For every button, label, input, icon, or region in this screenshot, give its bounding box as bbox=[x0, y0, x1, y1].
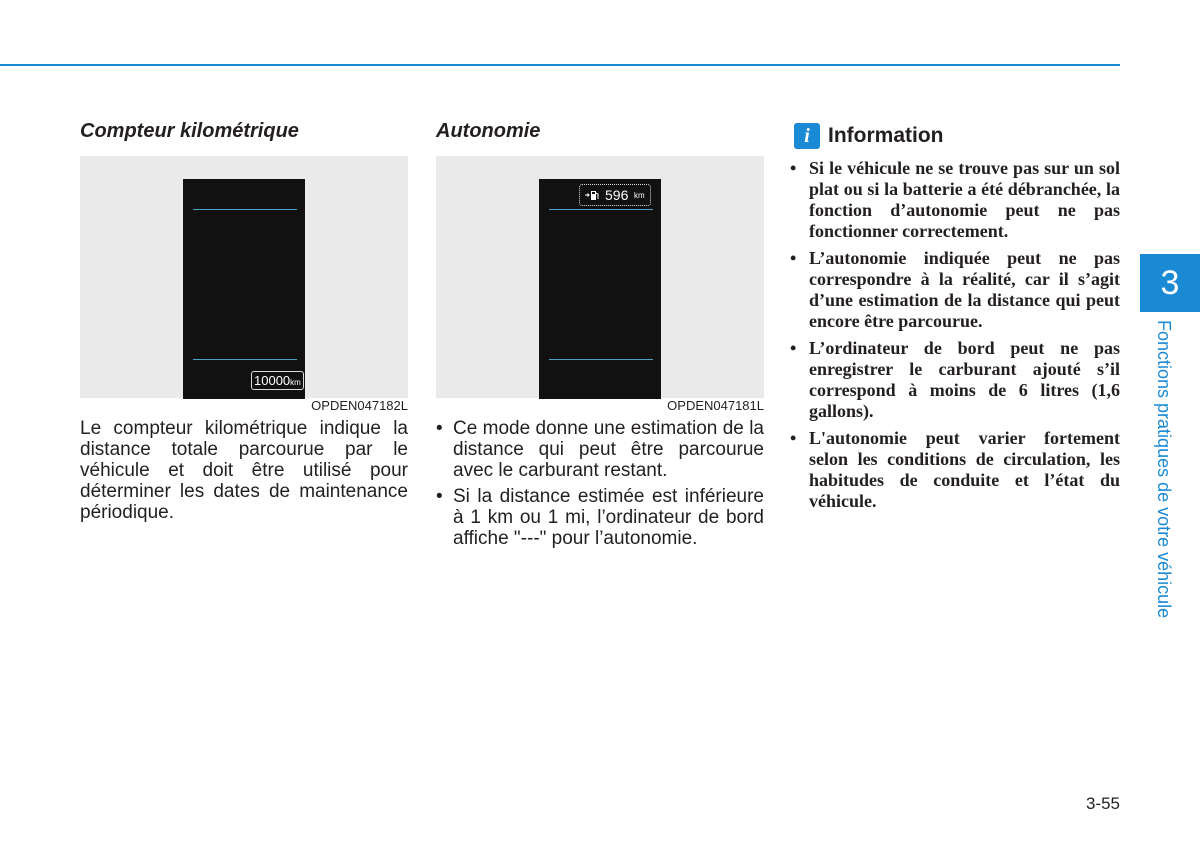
list-item: • Si la distance estimée est inférieure à 1 km ou 1 mi, l’ordinateur de bord affiche "---" pour l’autonomie. bbox=[436, 486, 764, 549]
display-divider-top bbox=[193, 209, 297, 210]
display-divider-top bbox=[549, 209, 653, 210]
info-icon: i bbox=[794, 123, 820, 149]
list-item: • L’autonomie indiquée peut ne pas correspondre à la réalité, car il s’agit d’une estimation de la distance qui peut encore être parcourue. bbox=[790, 248, 1120, 332]
information-section bbox=[790, 118, 1120, 518]
cluster-display bbox=[183, 179, 305, 399]
range-bullets bbox=[436, 418, 764, 549]
information-title: Information bbox=[828, 124, 944, 147]
display-divider-bottom bbox=[193, 359, 297, 360]
range-title: Autonomie bbox=[436, 120, 541, 142]
odometer-unit: km bbox=[290, 378, 301, 387]
odometer-figure-code: OPDEN047182L bbox=[311, 398, 408, 413]
display-divider-bottom bbox=[549, 359, 653, 360]
odometer-section bbox=[80, 118, 408, 523]
information-bullets bbox=[790, 158, 1120, 512]
list-item: • L'autonomie peut varier fortement selon les conditions de circulation, les habitudes de conduite et l’état du véhicule. bbox=[790, 428, 1120, 512]
range-value: 596 bbox=[605, 187, 629, 203]
list-item: • Si le véhicule ne se trouve pas sur un sol plat ou si la batterie a été débranchée, la fonction d’autonomie peut ne pas fonctionner correctement. bbox=[790, 158, 1120, 242]
range-readout bbox=[579, 184, 651, 206]
odometer-value: 10000 bbox=[254, 373, 291, 388]
odometer-readout bbox=[251, 371, 304, 390]
fuel-pump-icon bbox=[585, 190, 599, 200]
odometer-title: Compteur kilométrique bbox=[80, 120, 299, 142]
range-figure-code: OPDEN047181L bbox=[667, 398, 764, 413]
chapter-number-tab: 3 bbox=[1140, 254, 1200, 312]
information-header bbox=[790, 118, 1120, 154]
odometer-text: Le compteur kilométrique indique la distance totale parcourue par le véhicule et doit être utilisé pour déterminer les dates de maintenance périodique. bbox=[80, 418, 408, 523]
range-figure bbox=[436, 156, 764, 398]
chapter-title: Fonctions pratiques de votre véhicule bbox=[1154, 320, 1174, 619]
top-rule bbox=[0, 64, 1120, 66]
list-item: • Ce mode donne une estimation de la distance qui peut être parcourue avec le carburant restant. bbox=[436, 418, 764, 481]
range-unit: km bbox=[634, 191, 645, 200]
odometer-figure bbox=[80, 156, 408, 398]
list-item: • L’ordinateur de bord peut ne pas enregistrer le carburant ajouté s’il correspond à moins de 6 litres (1,6 gallons). bbox=[790, 338, 1120, 422]
range-section bbox=[436, 118, 764, 554]
cluster-display bbox=[539, 179, 661, 399]
page-number: 3-55 bbox=[1085, 794, 1120, 813]
